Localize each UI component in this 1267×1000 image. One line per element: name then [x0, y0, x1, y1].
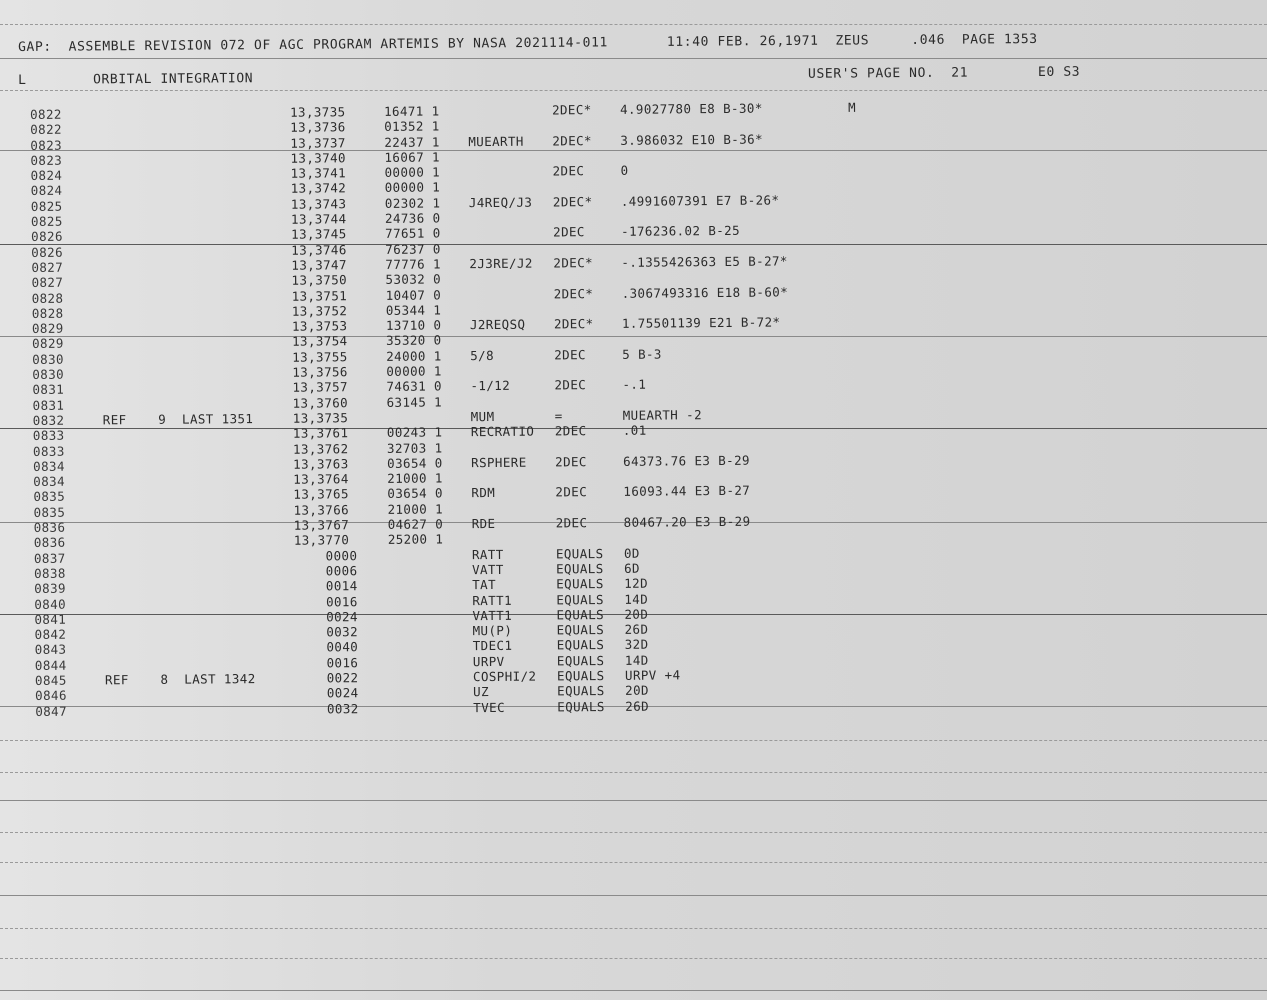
listing-op: EQUALS	[556, 576, 604, 592]
listing-word: 16067 1	[384, 149, 441, 165]
ruled-line	[0, 800, 1267, 801]
listing-word: 04627 0	[387, 516, 444, 532]
listing-addr: 0006	[293, 563, 358, 579]
listing-line: 0843	[34, 642, 67, 658]
listing-op: EQUALS	[556, 652, 605, 669]
listing-operand: 3.986032 E10 B-36*	[620, 131, 764, 148]
listing-line: 0825	[30, 213, 63, 230]
listing-operand: 6D	[623, 560, 640, 576]
listing-line: 0825	[30, 198, 63, 214]
listing-op: 2DEC*	[552, 132, 593, 149]
listing-word: 74631 0	[386, 378, 443, 395]
listing-label: J2REQSQ	[469, 316, 526, 333]
listing-op: 2DEC*	[553, 285, 594, 301]
listing-note: M	[847, 99, 857, 115]
ruled-line	[0, 90, 1267, 91]
users-page-number: USER'S PAGE NO. 21	[807, 65, 969, 82]
listing-label: J4REQ/J3	[468, 194, 533, 210]
listing-addr: 13,3747	[291, 257, 347, 273]
listing-addr: 0040	[294, 639, 359, 656]
ruled-line	[0, 958, 1267, 959]
ruled-line	[0, 772, 1267, 773]
listing-word: 21000 1	[387, 501, 444, 517]
listing-addr: 13,3754	[291, 333, 348, 350]
listing-label: TDEC1	[472, 638, 513, 654]
listing-line: 0823	[30, 152, 63, 168]
listing-operand: 14D	[624, 591, 649, 607]
listing-addr: 13,3770	[293, 532, 350, 549]
listing-word: 24736 0	[384, 210, 441, 226]
listing-op: EQUALS	[556, 591, 604, 607]
listing-addr: 13,3763	[293, 456, 349, 472]
listing-line: 0846	[35, 687, 67, 704]
listing-op: EQUALS	[557, 683, 605, 699]
listing-word: 53032 0	[385, 271, 442, 288]
listing-operand: -.1355426363 E5 B-27*	[621, 253, 788, 270]
listing-addr: 13,3767	[293, 517, 350, 533]
listing-op: 2DEC	[552, 163, 585, 179]
ruled-line	[0, 740, 1267, 741]
listing-line: 0838	[34, 565, 66, 581]
listing-word: 00243 1	[386, 424, 443, 441]
listing-operand: 20D	[625, 682, 649, 699]
listing-label: RSPHERE	[471, 454, 527, 470]
listing-addr: 13,3750	[291, 272, 348, 288]
listing-addr: 0016	[294, 593, 358, 610]
listing-operand: 1.75501139 E21 B-72*	[621, 314, 781, 331]
listing-line: 0830	[32, 366, 65, 383]
listing-line: 0835	[33, 504, 66, 520]
listing-line: 0826	[31, 229, 63, 245]
listing-op: 2DEC*	[553, 316, 594, 332]
listing-line: 0841	[34, 611, 67, 627]
listing-word: 35320 0	[385, 332, 442, 349]
listing-line: 0830	[32, 351, 64, 367]
listing-operand: 26D	[624, 621, 649, 637]
listing-addr: 13,3741	[290, 165, 347, 181]
listing-addr: 13,3753	[291, 318, 348, 334]
listing-addr: 13,3744	[290, 211, 347, 227]
listing-line: 0829	[32, 336, 64, 352]
listing-line: 0844	[34, 657, 67, 673]
listing-label: TAT	[472, 577, 497, 593]
listing-ref: REF 9 LAST 1351	[102, 411, 254, 428]
listing-line: 0828	[31, 290, 64, 306]
listing-word: 77776 1	[385, 256, 441, 272]
ruled-line	[0, 58, 1267, 59]
listing-operand: 0D	[623, 545, 640, 561]
ruled-line	[0, 832, 1267, 833]
listing-op: 2DEC	[554, 423, 587, 439]
listing-word: 03654 0	[387, 455, 443, 471]
listing-word: 24000 1	[386, 348, 442, 364]
listing-addr: 13,3735	[289, 104, 346, 120]
listing-operand: 80467.20 E3 B-29	[623, 513, 751, 530]
listing-op: EQUALS	[556, 622, 605, 638]
listing-op: EQUALS	[556, 667, 605, 684]
listing-addr: 13,3761	[292, 425, 349, 441]
listing-line: 0834	[33, 473, 66, 490]
listing-addr: 13,3757	[292, 379, 349, 396]
listing-label: COSPHI/2	[472, 668, 537, 685]
listing-addr: 13,3755	[292, 348, 348, 365]
assembly-listing	[30, 98, 1035, 719]
listing-addr: 13,3737	[290, 134, 346, 151]
listing-addr: 0014	[294, 578, 358, 594]
listing-word: 16471 1	[383, 103, 440, 119]
listing-line: 0824	[30, 167, 63, 184]
listing-label: TVEC	[473, 699, 506, 715]
listing-addr: 13,3752	[291, 303, 348, 319]
listing-word: 63145 1	[386, 394, 443, 410]
listing-operand: 16093.44 E3 B-27	[623, 483, 751, 500]
listing-word: 03654 0	[387, 485, 443, 502]
listing-word: 10407 0	[385, 286, 442, 303]
listing-addr: 13,3760	[292, 394, 349, 411]
listing-op: EQUALS	[556, 637, 605, 653]
listing-operand: .3067493316 E18 B-60*	[621, 283, 789, 301]
ruled-line	[0, 862, 1267, 863]
listing-operand: .01	[622, 422, 647, 439]
listing-addr: 0024	[294, 608, 358, 625]
listing-addr: 0016	[294, 654, 359, 671]
listing-addr: 0024	[295, 685, 359, 701]
listing-addr: 13,3756	[292, 364, 348, 380]
listing-label: VATT	[471, 561, 504, 578]
listing-addr: 0022	[294, 670, 359, 686]
listing-word: 02302 1	[384, 195, 441, 211]
listing-label: 2J3RE/J2	[469, 255, 533, 272]
listing-op: 2DEC	[554, 377, 587, 393]
listing-addr: 13,3765	[293, 486, 349, 503]
listing-op: 2DEC	[555, 484, 588, 500]
listing-line: 0828	[31, 305, 64, 321]
listing-op: 2DEC*	[551, 102, 592, 118]
listing-operand: 12D	[624, 575, 649, 592]
listing-operand: -.1	[622, 376, 647, 393]
listing-label: RATT	[471, 546, 504, 562]
listing-line: 0834	[33, 458, 65, 474]
listing-op: =	[554, 408, 563, 424]
listing-operand: 14D	[624, 652, 649, 668]
listing-op: 2DEC*	[553, 255, 594, 271]
listing-line: 0832	[32, 412, 65, 428]
listing-label: 5/8	[470, 347, 495, 363]
ruled-line	[0, 24, 1267, 25]
listing-addr: 13,3743	[290, 196, 347, 212]
listing-op: EQUALS	[555, 560, 604, 577]
listing-line: 0833	[32, 443, 65, 459]
listing-line: 0831	[32, 397, 65, 413]
listing-word: 05344 1	[385, 302, 442, 318]
listing-operand: .4991607391 E7 B-26*	[620, 192, 780, 209]
listing-operand: MUEARTH -2	[622, 407, 703, 423]
ruled-line	[0, 990, 1267, 991]
listing-addr: 13,3764	[293, 471, 349, 487]
listing-label: -1/12	[470, 378, 511, 394]
listing-op: 2DEC	[555, 453, 587, 470]
listing-word: 32703 1	[386, 439, 443, 456]
listing-word: 21000 1	[387, 470, 443, 487]
listing-operand: 5 B-3	[622, 346, 662, 362]
listing-line: 0826	[31, 244, 64, 260]
listing-word: 25200 1	[387, 531, 444, 548]
listing-operand: 4.9027780 E8 B-30*	[619, 100, 763, 117]
listing-line: 0847	[35, 703, 68, 719]
ruled-line	[0, 928, 1267, 929]
section-title: ORBITAL INTEGRATION	[92, 71, 254, 88]
listing-op: 2DEC	[553, 224, 585, 240]
listing-word: 77651 0	[385, 225, 441, 242]
listing-line: 0840	[34, 596, 67, 612]
listing-addr: 13,3746	[291, 241, 347, 258]
listing-op: EQUALS	[556, 606, 605, 623]
listing-operand: 26D	[625, 698, 650, 714]
listing-addr: 0000	[293, 547, 358, 564]
listing-op: EQUALS	[555, 545, 604, 562]
listing-line: 0831	[32, 382, 65, 398]
listing-line: 0822	[30, 106, 62, 122]
listing-operand: 64373.76 E3 B-29	[623, 452, 750, 469]
listing-addr: 0032	[294, 624, 359, 640]
listing-word: 22437 1	[384, 134, 440, 150]
listing-addr: 13,3762	[292, 440, 349, 457]
listing-label: MUM	[470, 408, 495, 425]
listing-line: 0836	[33, 519, 66, 535]
listing-line: 0822	[30, 122, 62, 138]
listing-line: 0842	[34, 626, 67, 643]
listing-line: 0836	[33, 535, 66, 551]
listing-op: EQUALS	[557, 698, 605, 714]
listing-line: 0824	[30, 183, 63, 199]
listing-operand: -176236.02 B-25	[621, 223, 741, 240]
listing-line: 0827	[31, 259, 64, 275]
listing-word: 00000 1	[386, 363, 442, 379]
listing-addr: 13,3751	[291, 287, 348, 304]
listing-label: UZ	[473, 684, 490, 700]
listing-line: 0823	[30, 137, 63, 153]
listing-addr: 13,3742	[290, 180, 347, 197]
listing-line: 0829	[31, 320, 64, 337]
listing-letter: L	[18, 72, 27, 88]
listing-line: 0837	[33, 550, 66, 566]
ruled-line	[0, 895, 1267, 896]
listing-word: 01352 1	[384, 118, 440, 135]
listing-label: RATT1	[472, 592, 513, 608]
listing-op: 2DEC	[554, 346, 586, 363]
listing-operand: 20D	[624, 606, 649, 622]
listing-op: 2DEC*	[552, 193, 593, 210]
listing-line: 0845	[34, 672, 67, 688]
page-code: E0 S3	[1037, 64, 1081, 80]
listing-label: VATT1	[472, 607, 513, 623]
listing-operand: URPV +4	[624, 667, 681, 683]
listing-addr: 13,3766	[293, 501, 350, 518]
listing-line: 0827	[31, 274, 64, 291]
listing-label: RECRATIO	[470, 423, 535, 440]
listing-addr: 13,3740	[290, 150, 347, 166]
listing-word: 13710 0	[385, 317, 442, 334]
section-subheader	[18, 64, 1118, 91]
listing-addr: 0032	[295, 700, 359, 717]
listing-word: 00000 1	[384, 179, 441, 196]
listing-word: 76237 0	[385, 241, 441, 257]
page-header: GAP: ASSEMBLE REVISION 072 OF AGC PROGRAM ARTEMIS BY NASA 2021114-011 11:40 FEB. 26,1971 ZEUS .046 PAGE 1353	[18, 31, 1038, 55]
listing-label: MUEARTH	[468, 133, 524, 149]
listing-line: 0839	[34, 580, 66, 597]
listing-label: URPV	[472, 653, 505, 669]
listing-label: RDE	[471, 515, 496, 532]
listing-line: 0833	[32, 427, 65, 444]
listing-addr: 13,3736	[290, 119, 346, 136]
listing-addr: 13,3735	[292, 410, 349, 426]
listing-word: 00000 1	[384, 164, 441, 181]
listing-line: 0835	[33, 489, 66, 505]
listing-label: MU(P)	[472, 622, 513, 639]
listing-op: 2DEC	[555, 515, 588, 531]
listing-operand: 0	[620, 162, 629, 179]
listing-ref: REF 8 LAST 1342	[104, 671, 256, 688]
listing-operand: 32D	[624, 637, 649, 653]
listing-label: RDM	[471, 485, 496, 501]
listing-addr: 13,3745	[291, 226, 347, 243]
